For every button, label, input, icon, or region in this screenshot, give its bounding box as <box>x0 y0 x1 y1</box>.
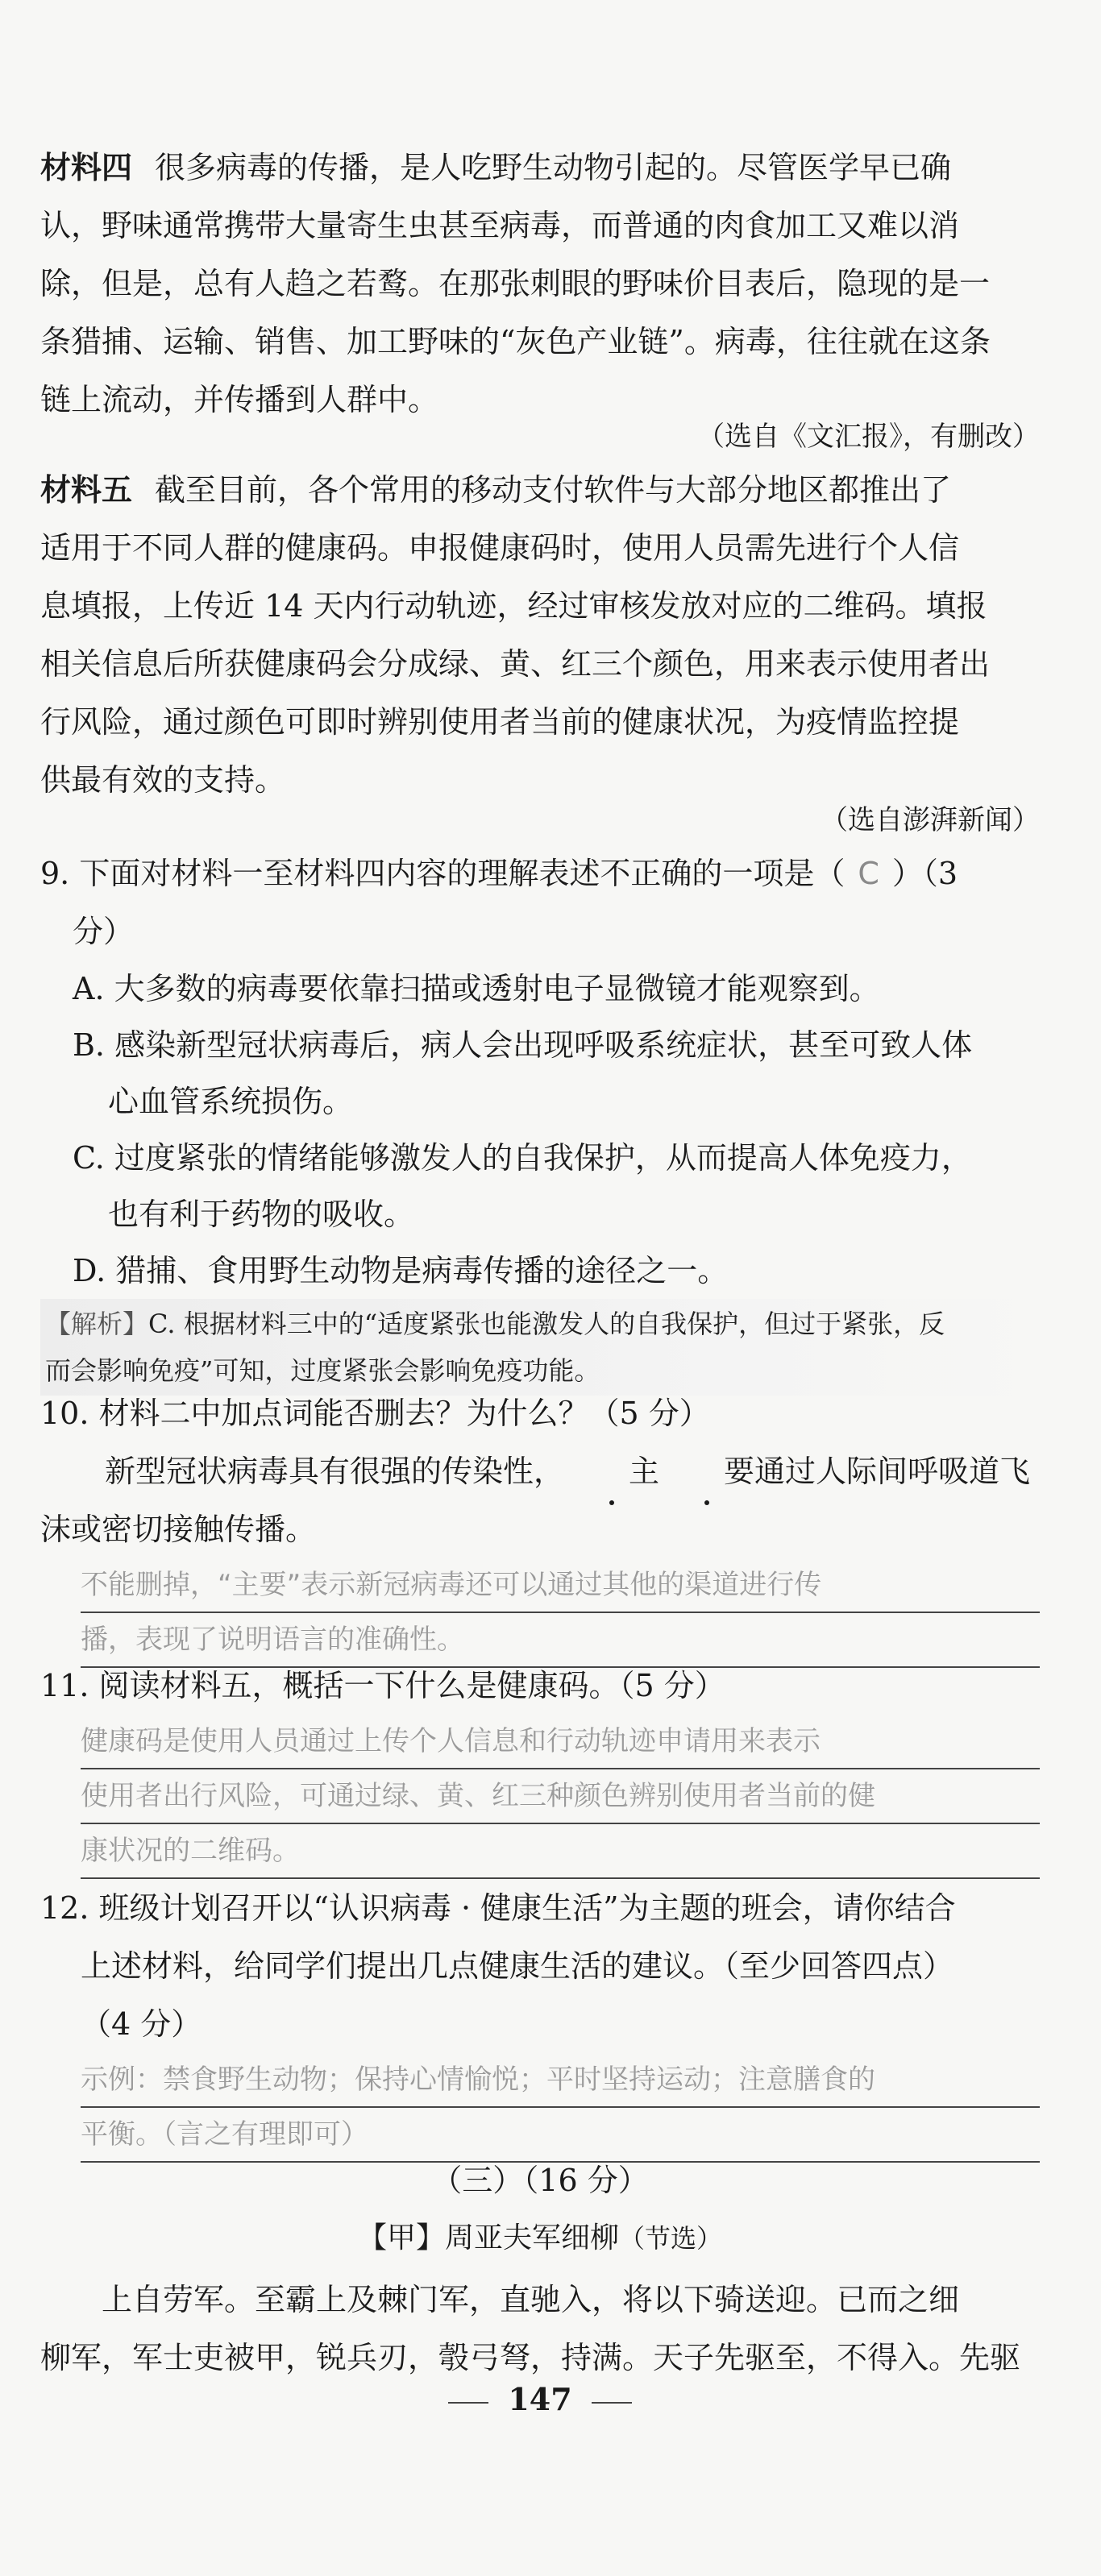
question-nine-answer: C <box>858 856 879 891</box>
option-c: C. 过度紧张的情绪能够激发人的自我保护，从而提高人体免疫力， 也有利于药物的吸收。 <box>73 1140 972 1232</box>
question-ten-quote: 新型冠状病毒具有很强的传染性， 主 要通过人际间呼吸道飞 <box>40 1442 1040 1500</box>
question-twelve-answer <box>40 2053 1040 2163</box>
material-five-line: 息填报，上传近 14 天内行动轨迹，经过审核发放对应的二维码。填报 <box>40 588 987 624</box>
answer-line: 使用者出行风险，可通过绿、黄、红三种颜色辨别使用者当前的健 <box>81 1769 1040 1824</box>
material-four <box>40 139 1040 429</box>
question-eleven-stem: 11. 阅读材料五，概括一下什么是健康码。（5 分） <box>40 1668 725 1703</box>
material-five <box>40 461 1040 809</box>
material-four-line: 条猎捕、运输、销售、加工野味的“灰色产业链”。病毒，往往就在这条 <box>40 324 991 359</box>
question-nine-analysis: 【解析】C. 根据材料三中的“适度紧张也能激发人的自我保护，但过于紧张，反 而会影响免疫”可知，过度紧张会影响免疫功能。 <box>40 1299 1040 1396</box>
material-four-line: 认，野味通常携带大量寄生虫甚至病毒，而普通的肉食加工又难以消 <box>40 208 960 243</box>
page-number-dash <box>448 2402 488 2404</box>
question-eleven <box>40 1657 1040 1879</box>
answer-line: 示例：禁食野生动物；保持心情愉悦；平时坚持运动；注意膳食的 <box>81 2053 1040 2108</box>
material-five-line: 截至目前，各个常用的移动支付软件与大部分地区都推出了 <box>155 472 952 508</box>
material-four-label: 材料四 <box>40 150 133 185</box>
page-number-dash <box>592 2402 632 2404</box>
answer-line: 健康码是使用人员通过上传个人信息和行动轨迹申请用来表示 <box>81 1715 1040 1769</box>
answer-line: 平衡。（言之有理即可） <box>81 2108 1040 2163</box>
material-five-line: 相关信息后所获健康码会分成绿、黄、红三个颜色，用来表示使用者出 <box>40 646 991 682</box>
question-ten-stem: 10. 材料二中加点词能否删去？为什么？（5 分） <box>40 1396 710 1431</box>
question-twelve <box>40 1879 1040 2163</box>
material-four-source: （选自《文汇报》，有删改） <box>697 421 1040 453</box>
page-number: 147 <box>40 2381 1040 2417</box>
section-three-heading: （三）（16 分） <box>431 2163 649 2198</box>
question-ten-quote-cont: 沫或密切接触传播。 <box>40 1512 317 1547</box>
material-five-line: 适用于不同人群的健康码。申报健康码时，使用人员需先进行个人信 <box>40 530 960 566</box>
dotted-word: 要 <box>659 1442 754 1500</box>
option-d: D. 猎捕、食用野生动物是病毒传播的途径之一。 <box>73 1253 729 1288</box>
question-twelve-stem: （4 分） <box>81 2006 202 2042</box>
material-five-line: 行风险，通过颜色可即时辨别使用者当前的健康状况，为疫情监控提 <box>40 704 960 740</box>
answer-line: 播，表现了说明语言的准确性。 <box>81 1613 1040 1668</box>
question-ten-answer <box>40 1558 1040 1668</box>
answer-line: 康状况的二维码。 <box>81 1824 1040 1879</box>
question-nine-stem: 9. 下面对材料一至材料四内容的理解表述不正确的一项是（ C ）（3 <box>40 856 958 891</box>
question-nine <box>40 844 1040 1396</box>
material-five-line: 供最有效的支持。 <box>40 762 286 798</box>
question-eleven-answer <box>40 1715 1040 1879</box>
option-b: B. 感染新型冠状病毒后，病人会出现呼吸系统症状，甚至可致人体 心血管系统损伤。 <box>73 1027 973 1119</box>
section-three-subtitle: 【甲】周亚夫军细柳（节选） <box>357 2221 723 2255</box>
material-four-line: 很多病毒的传播，是人吃野生动物引起的。尽管医学早已确 <box>155 150 952 185</box>
material-five-label: 材料五 <box>40 472 133 508</box>
question-ten <box>40 1384 1040 1668</box>
material-four-line: 链上流动，并传播到人群中。 <box>40 382 439 417</box>
material-five-source: （选自澎湃新闻） <box>821 804 1040 836</box>
material-four-line: 除，但是，总有人趋之若鹜。在那张刺眼的野味价目表后，隐现的是一 <box>40 266 991 301</box>
classical-text-line: 上自劳军。至霸上及棘门军，直驰入，将以下骑送迎。已而之细 <box>102 2282 960 2317</box>
classical-text-line: 柳军，军士吏被甲，锐兵刃，彀弓弩，持满。天子先驱至，不得入。先驱 <box>40 2340 1021 2375</box>
answer-line: 不能删掉，“主要”表示新冠病毒还可以通过其他的渠道进行传 <box>81 1558 1040 1613</box>
option-a: A. 大多数的病毒要依靠扫描或透射电子显微镜才能观察到。 <box>73 971 880 1006</box>
question-twelve-stem: 上述材料，给同学们提出几点健康生活的建议。（至少回答四点） <box>81 1948 954 1984</box>
dotted-word: 主 <box>564 1442 659 1500</box>
question-nine-stem-cont: 分） <box>73 914 135 949</box>
analysis-tag: 【解析】 <box>45 1309 149 1339</box>
classical-text <box>40 2271 1040 2387</box>
question-twelve-stem: 12. 班级计划召开以“认识病毒 · 健康生活”为主题的班会，请你结合 <box>40 1890 956 1926</box>
